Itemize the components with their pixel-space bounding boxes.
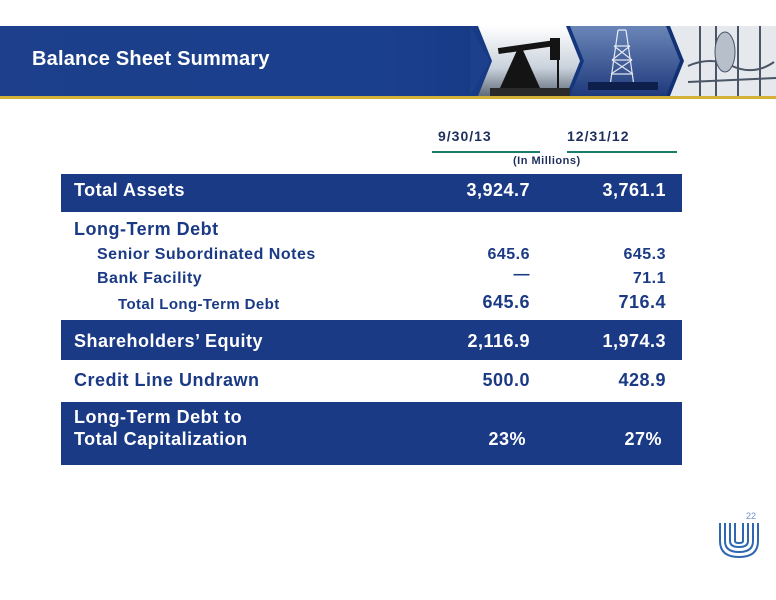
- row-value-2012: 716.4: [618, 292, 666, 312]
- row-value-2013: 3,924.7: [466, 180, 530, 200]
- row-label: Long-Term Debt: [74, 219, 219, 239]
- row-label-line1: Long-Term Debt to: [74, 407, 243, 427]
- row-label: Senior Subordinated Notes: [97, 246, 316, 263]
- row-value-2012: 1,974.3: [602, 331, 666, 351]
- row-value-2012: 71.1: [632, 270, 666, 287]
- row-value-2013: 645.6: [487, 246, 530, 263]
- column-rule-2013: [432, 151, 540, 153]
- row-value-2012: 3,761.1: [602, 180, 666, 200]
- header-gold-rule: [0, 96, 776, 99]
- row-value-2013: 645.6: [482, 292, 530, 312]
- page-number: 22: [746, 511, 757, 521]
- column-header-2013: 9/30/13: [438, 128, 492, 144]
- row-value-2013: 500.0: [482, 370, 530, 390]
- row-label: Total Assets: [74, 180, 186, 200]
- row-label: Total Long-Term Debt: [118, 296, 280, 313]
- column-header-2012: 12/31/12: [567, 128, 630, 144]
- row-label: Bank Facility: [97, 270, 203, 287]
- row-label: Credit Line Undrawn: [74, 370, 260, 390]
- units-label: (In Millions): [513, 155, 581, 167]
- row-value-2013: —: [513, 266, 530, 283]
- row-value-2013: 2,116.9: [467, 331, 530, 351]
- company-logo: [716, 519, 762, 566]
- row-label-line2: Total Capitalization: [74, 429, 248, 449]
- row-value-2012: 27%: [624, 429, 662, 449]
- header-photo-collage: [470, 26, 776, 96]
- row-value-2012: 428.9: [618, 370, 666, 390]
- column-rule-2012: [567, 151, 677, 153]
- page-title: Balance Sheet Summary: [32, 48, 270, 70]
- row-label: Shareholders’ Equity: [74, 331, 264, 351]
- row-value-2013: 23%: [488, 429, 526, 449]
- row-value-2012: 645.3: [623, 246, 666, 263]
